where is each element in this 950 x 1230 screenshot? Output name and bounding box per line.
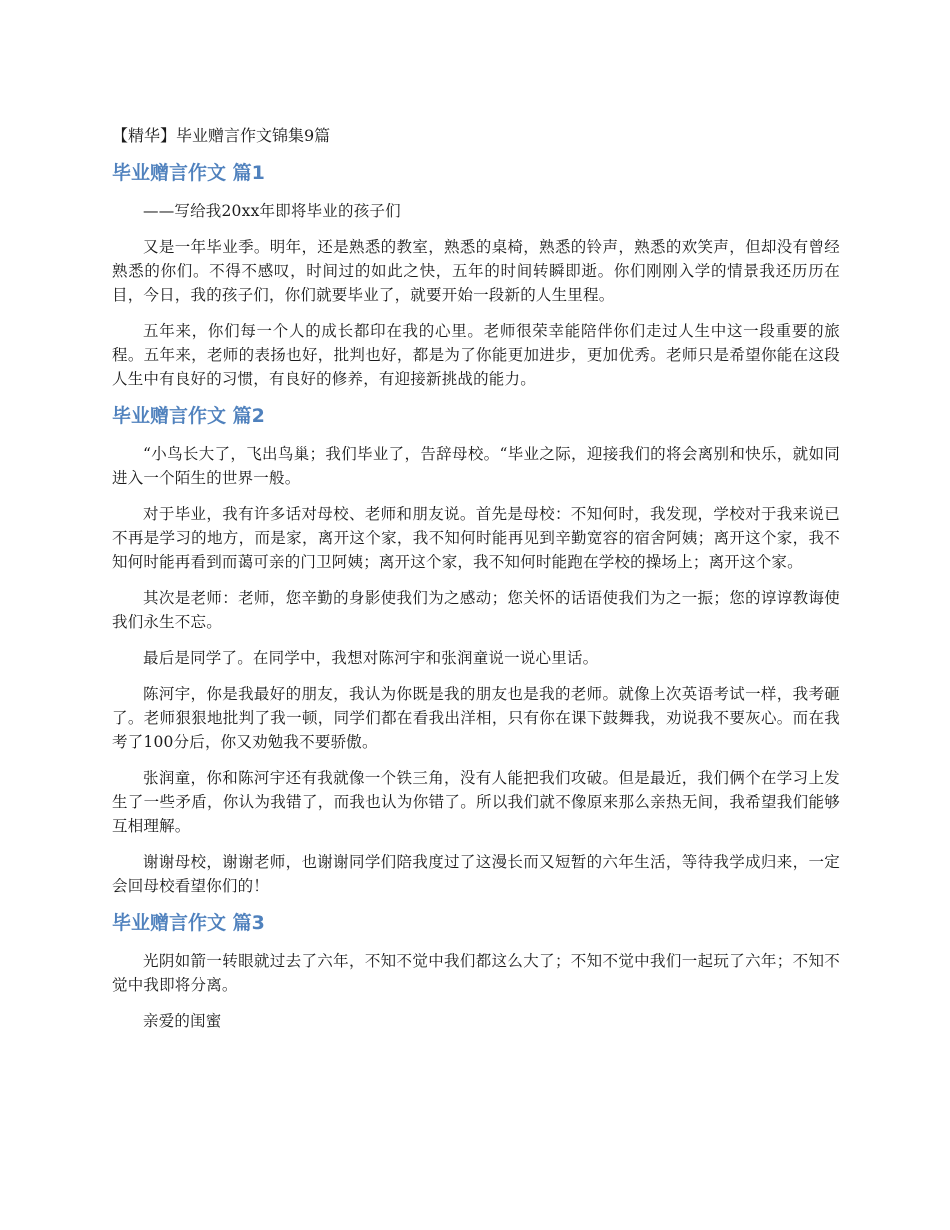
paragraph: 谢谢母校，谢谢老师，也谢谢同学们陪我度过了这漫长而又短暂的六年生活，等待我学成归来，一定会回母校看望你们的！ — [112, 853, 840, 895]
paragraph: 张润童，你和陈河宇还有我就像一个铁三角，没有人能把我们攻破。但是最近，我们俩个在学习上发生了一些矛盾，你认为我错了，而我也认为你错了。所以我们就不像原来那么亲热无间，我希望我们能够互相理解。 — [112, 769, 840, 835]
paragraph: 陈河宇，你是我最好的朋友，我认为你既是我的朋友也是我的老师。就像上次英语考试一样，我考砸了。老师狠狠地批判了我一顿，同学们都在看我出洋相，只有你在课下鼓舞我，劝说我不要灰心。而在我考了100分后，你又劝勉我不要骄傲。 — [112, 685, 840, 751]
section-heading: 毕业赠言作文 篇2 — [112, 405, 265, 427]
section-2 — [112, 403, 840, 898]
section-3 — [112, 910, 840, 1033]
paragraph: 对于毕业，我有许多话对母校、老师和朋友说。首先是母校：不知何时，我发现，学校对于我来说已不再是学习的地方，而是家，离开这个家，我不知何时能再见到辛勤宽容的宿舍阿姨；离开这个家，我不知何时能再看到而蔼可亲的门卫阿姨；离开这个家，我不知何时能跑在学校的操场上；离开这个家。 — [112, 505, 840, 571]
section-heading: 毕业赠言作文 篇3 — [112, 912, 265, 934]
paragraph: 最后是同学了。在同学中，我想对陈河宇和张润童说一说心里话。 — [143, 649, 599, 667]
paragraph: 五年来，你们每一个人的成长都印在我的心里。老师很荣幸能陪伴你们走过人生中这一段重要的旅程。五年来，老师的表扬也好，批判也好，都是为了你能更加进步，更加优秀。老师只是希望你能在这段人生中有良好的习惯，有良好的修养，有迎接新挑战的能力。 — [112, 322, 840, 388]
paragraph: 又是一年毕业季。明年，还是熟悉的教室，熟悉的桌椅，熟悉的铃声，熟悉的欢笑声，但却没有曾经熟悉的你们。不得不感叹，时间过的如此之快，五年的时间转瞬即逝。你们刚刚入学的情景我还历历在目，今日，我的孩子们，你们就要毕业了，就要开始一段新的人生里程。 — [112, 238, 840, 304]
paragraph: ——写给我20xx年即将毕业的孩子们 — [143, 202, 401, 220]
paragraph: 其次是老师：老师，您辛勤的身影使我们为之感动；您关怀的话语使我们为之一振；您的谆谆教诲使我们永生不忘。 — [112, 589, 840, 631]
paragraph: “小鸟长大了，飞出鸟巢；我们毕业了，告辞母校。“毕业之际，迎接我们的将会离别和快乐，就如同进入一个陌生的世界一般。 — [112, 445, 840, 487]
section-1 — [112, 160, 840, 391]
document-title: 【精华】毕业赠言作文锦集9篇 — [112, 126, 331, 145]
section-heading: 毕业赠言作文 篇1 — [112, 162, 265, 184]
paragraph: 光阴如箭一转眼就过去了六年，不知不觉中我们都这么大了；不知不觉中我们一起玩了六年；不知不觉中我即将分离。 — [112, 952, 840, 994]
paragraph: 亲爱的闺蜜 — [143, 1012, 222, 1030]
document-page — [112, 124, 840, 1045]
